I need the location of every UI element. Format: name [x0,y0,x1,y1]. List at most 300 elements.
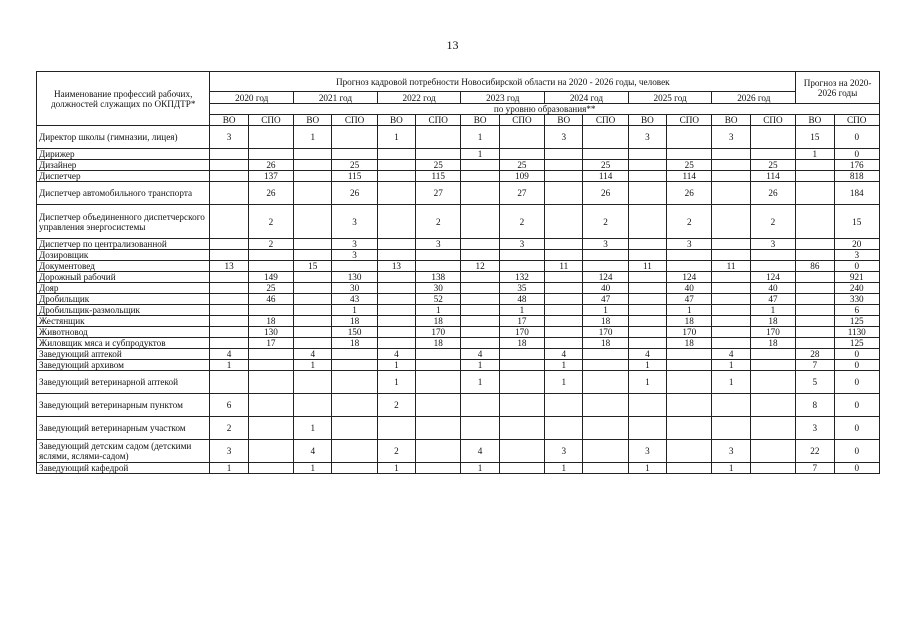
vo-value: 22 [796,440,834,463]
spo-value [750,149,795,160]
spo-value [499,149,544,160]
vo-value [628,294,666,305]
spo-value [583,149,628,160]
profession-name: Заведующий ветеринарным участком [37,417,210,440]
vo-value: 13 [377,261,415,272]
spo-value [248,261,293,272]
vo-value [377,149,415,160]
vo-value: 1 [461,463,499,474]
spo-value: 132 [499,272,544,283]
vo-value: 1 [294,360,332,371]
spo-value: 18 [750,316,795,327]
vo-value [796,239,834,250]
spo-value [416,126,461,149]
spo-value: 2 [750,205,795,239]
vo-value: 1 [628,360,666,371]
vo-value [545,338,583,349]
spo-value: 6 [834,305,880,316]
spo-value: 114 [750,171,795,182]
spo-value: 18 [332,338,377,349]
spo-value: 176 [834,160,880,171]
spo-value [416,261,461,272]
spo-value: 1 [667,305,712,316]
spo-value: 26 [248,182,293,205]
spo-value [667,261,712,272]
spo-value: 1 [750,305,795,316]
spo-value: 1 [583,305,628,316]
vo-value [712,171,750,182]
table-row [37,440,880,463]
vo-header: ВО [461,115,499,126]
vo-value: 1 [377,360,415,371]
table-row [37,160,880,171]
vo-value [461,327,499,338]
vo-value [796,272,834,283]
spo-value: 3 [332,239,377,250]
vo-value [545,205,583,239]
vo-value: 1 [210,463,248,474]
profession-name: Диспетчер автомобильного транспорта [37,182,210,205]
table-row [37,126,880,149]
vo-value: 4 [294,440,332,463]
vo-value [210,327,248,338]
spo-value [416,360,461,371]
spo-value: 0 [834,463,880,474]
profession-name: Дизайнер [37,160,210,171]
spo-value: 3 [750,239,795,250]
spo-value [667,149,712,160]
vo-value: 4 [210,349,248,360]
vo-value [377,417,415,440]
vo-value [712,338,750,349]
spo-value [750,250,795,261]
spo-value [248,371,293,394]
table-row [37,394,880,417]
vo-value: 2 [210,417,248,440]
vo-value: 2 [377,394,415,417]
vo-value: 3 [545,440,583,463]
vo-value: 11 [545,261,583,272]
spo-value: 0 [834,417,880,440]
spo-value: 0 [834,349,880,360]
spo-value [416,250,461,261]
vo-value [628,316,666,327]
spo-value [583,261,628,272]
vo-value [210,149,248,160]
spo-value [499,261,544,272]
vo-value: 3 [712,440,750,463]
vo-value [545,250,583,261]
spo-value: 921 [834,272,880,283]
year-header: 2022 год [377,92,461,104]
spo-header: СПО [499,115,544,126]
vo-value [628,160,666,171]
spo-value [499,349,544,360]
spo-value: 43 [332,294,377,305]
profession-name: Жестянщик [37,316,210,327]
vo-value [545,294,583,305]
vo-value [712,417,750,440]
vo-value [377,316,415,327]
vo-value: 1 [377,463,415,474]
spo-value: 125 [834,338,880,349]
spo-value [499,360,544,371]
spo-value: 3 [834,250,880,261]
spo-value [248,360,293,371]
vo-value [628,327,666,338]
vo-value [796,182,834,205]
spo-value [248,349,293,360]
year-header: 2023 год [461,92,545,104]
vo-value: 4 [461,349,499,360]
spo-value: 25 [499,160,544,171]
vo-value [377,239,415,250]
vo-value: 3 [210,126,248,149]
vo-value: 3 [210,440,248,463]
spo-value [332,360,377,371]
spo-value [583,417,628,440]
spo-value [667,250,712,261]
vo-value: 13 [210,261,248,272]
vo-value [712,316,750,327]
profession-name: Дробильщик-размольщик [37,305,210,316]
spo-value: 0 [834,261,880,272]
vo-value [461,171,499,182]
table-row [37,283,880,294]
spo-value: 2 [248,239,293,250]
vo-value [377,182,415,205]
vo-value [545,305,583,316]
vo-value [210,160,248,171]
spo-value: 115 [332,171,377,182]
vo-value [461,294,499,305]
spo-value [667,360,712,371]
spo-value: 18 [248,316,293,327]
profession-name: Заведующий детским садом (детскими яслями, яслями-садом) [37,440,210,463]
spo-value [499,463,544,474]
table-row [37,239,880,250]
vo-value [461,160,499,171]
vo-value [628,283,666,294]
spo-value [499,440,544,463]
vo-value [796,160,834,171]
spo-value [416,394,461,417]
spo-value: 0 [834,394,880,417]
vo-header: ВО [294,115,332,126]
vo-value [545,239,583,250]
vo-value [294,149,332,160]
spo-value [332,463,377,474]
table-row [37,171,880,182]
spo-value: 130 [248,327,293,338]
vo-value [210,283,248,294]
spo-value [499,417,544,440]
spo-value: 25 [667,160,712,171]
spo-value: 330 [834,294,880,305]
table-body [37,126,880,474]
spo-value: 3 [416,239,461,250]
vo-value [461,250,499,261]
vo-value [377,205,415,239]
vo-value: 15 [796,126,834,149]
profession-name: Диспетчер [37,171,210,182]
vo-value [628,272,666,283]
spo-value [583,360,628,371]
vo-value [796,283,834,294]
vo-value [294,338,332,349]
vo-value [545,316,583,327]
vo-value [712,182,750,205]
forecast-header: Прогноз кадровой потребности Новосибирской области на 2020 - 2026 годы, человек [210,72,796,92]
spo-header: СПО [248,115,293,126]
spo-value: 25 [750,160,795,171]
spo-value: 47 [667,294,712,305]
spo-value: 3 [499,239,544,250]
table-row [37,149,880,160]
vo-value: 1 [294,463,332,474]
vo-value [796,250,834,261]
profession-name: Директор школы (гимназии, лицея) [37,126,210,149]
spo-value [499,250,544,261]
profession-name: Дояр [37,283,210,294]
spo-value: 25 [332,160,377,171]
spo-value [750,349,795,360]
spo-value [416,371,461,394]
vo-value: 1 [377,126,415,149]
spo-value: 124 [583,272,628,283]
vo-value [377,327,415,338]
vo-value: 1 [461,371,499,394]
vo-value [294,250,332,261]
spo-value [750,126,795,149]
vo-value [294,205,332,239]
vo-value [377,250,415,261]
spo-value: 18 [583,316,628,327]
spo-value [332,394,377,417]
vo-value: 1 [461,149,499,160]
vo-value [461,239,499,250]
vo-value: 1 [712,463,750,474]
vo-value: 4 [461,440,499,463]
vo-value [545,149,583,160]
vo-value: 1 [294,126,332,149]
spo-value [667,463,712,474]
spo-value [248,417,293,440]
vo-value: 28 [796,349,834,360]
spo-value [750,371,795,394]
vo-value: 3 [712,126,750,149]
spo-value: 130 [332,272,377,283]
vo-value [461,182,499,205]
spo-value [248,463,293,474]
profession-name: Дирижер [37,149,210,160]
spo-value [248,440,293,463]
vo-value: 1 [628,371,666,394]
spo-value: 3 [332,250,377,261]
spo-value [416,463,461,474]
spo-value: 18 [667,338,712,349]
vo-value: 12 [461,261,499,272]
spo-header: СПО [667,115,712,126]
vo-value [210,182,248,205]
vo-value [294,160,332,171]
year-header: 2026 год [712,92,796,104]
profession-name: Заведующий ветеринарным пунктом [37,394,210,417]
vo-value: 6 [210,394,248,417]
spo-value: 18 [416,338,461,349]
spo-value [583,126,628,149]
vo-value [377,305,415,316]
table-header [37,72,880,126]
vo-value: 4 [294,349,332,360]
spo-value [332,440,377,463]
spo-value: 27 [499,182,544,205]
spo-value [750,440,795,463]
spo-value [248,250,293,261]
spo-value [583,394,628,417]
vo-value [796,294,834,305]
spo-value: 47 [750,294,795,305]
vo-value: 2 [377,440,415,463]
vo-value: 1 [712,371,750,394]
vo-value [628,205,666,239]
table-row [37,261,880,272]
spo-value: 124 [750,272,795,283]
spo-value: 17 [499,316,544,327]
spo-header: СПО [583,115,628,126]
profession-name: Диспетчер по централизованной [37,239,210,250]
spo-value [667,349,712,360]
spo-value [499,126,544,149]
vo-value [461,394,499,417]
year-header: 2025 год [628,92,712,104]
spo-value [667,394,712,417]
spo-value: 138 [416,272,461,283]
table-row [37,360,880,371]
spo-value [248,126,293,149]
vo-value [712,160,750,171]
table-row [37,371,880,394]
vo-value [712,327,750,338]
vo-value [377,272,415,283]
vo-value: 3 [545,126,583,149]
vo-value [796,171,834,182]
spo-value: 26 [332,182,377,205]
spo-value [499,394,544,417]
spo-header: СПО [332,115,377,126]
vo-value [210,250,248,261]
vo-value [712,305,750,316]
profession-name: Дробильщик [37,294,210,305]
vo-value [377,160,415,171]
spo-value: 18 [332,316,377,327]
spo-value [583,250,628,261]
spo-value: 170 [416,327,461,338]
vo-value [294,371,332,394]
spo-value: 3 [332,205,377,239]
vo-value [712,272,750,283]
spo-value: 25 [416,160,461,171]
spo-value: 2 [583,205,628,239]
vo-value: 4 [628,349,666,360]
profession-name: Животновод [37,327,210,338]
vo-value [628,149,666,160]
vo-value: 5 [796,371,834,394]
vo-value [796,316,834,327]
vo-value: 3 [628,126,666,149]
vo-value: 1 [545,463,583,474]
spo-value: 27 [416,182,461,205]
spo-value [583,440,628,463]
spo-value: 48 [499,294,544,305]
spo-value: 115 [416,171,461,182]
vo-value [545,171,583,182]
table-row [37,182,880,205]
spo-value: 18 [499,338,544,349]
vo-value [377,171,415,182]
vo-value [628,338,666,349]
vo-value [294,394,332,417]
profession-name: Заведующий кафедрой [37,463,210,474]
spo-value [667,440,712,463]
spo-value: 0 [834,440,880,463]
year-header: 2020 год [210,92,294,104]
spo-value [750,261,795,272]
vo-value: 11 [628,261,666,272]
spo-value: 18 [750,338,795,349]
spo-value: 184 [834,182,880,205]
vo-value [210,338,248,349]
spo-value [750,463,795,474]
spo-value: 2 [499,205,544,239]
vo-value: 1 [461,360,499,371]
vo-value [712,294,750,305]
vo-value [461,417,499,440]
page-number: 13 [446,38,459,52]
vo-value: 4 [545,349,583,360]
vo-value [712,283,750,294]
spo-value [416,349,461,360]
vo-value [461,283,499,294]
vo-value [712,250,750,261]
spo-value: 52 [416,294,461,305]
spo-value: 26 [583,182,628,205]
spo-header: СПО [416,115,461,126]
spo-value: 170 [750,327,795,338]
total-header: Прогноз на 2020-2026 годы [796,72,880,104]
vo-value [294,171,332,182]
vo-value [545,394,583,417]
spo-value: 3 [583,239,628,250]
vo-value [461,316,499,327]
spo-value: 18 [583,338,628,349]
spo-value: 149 [248,272,293,283]
vo-value [294,272,332,283]
table-row [37,205,880,239]
vo-value [545,182,583,205]
vo-value: 3 [628,440,666,463]
vo-value [628,182,666,205]
spo-value: 15 [834,205,880,239]
vo-value [628,239,666,250]
table-row [37,349,880,360]
vo-value [461,205,499,239]
table-row [37,294,880,305]
spo-value: 25 [248,283,293,294]
vo-value [294,283,332,294]
vo-value: 15 [294,261,332,272]
profession-name: Жиловщик мяса и субпродуктов [37,338,210,349]
